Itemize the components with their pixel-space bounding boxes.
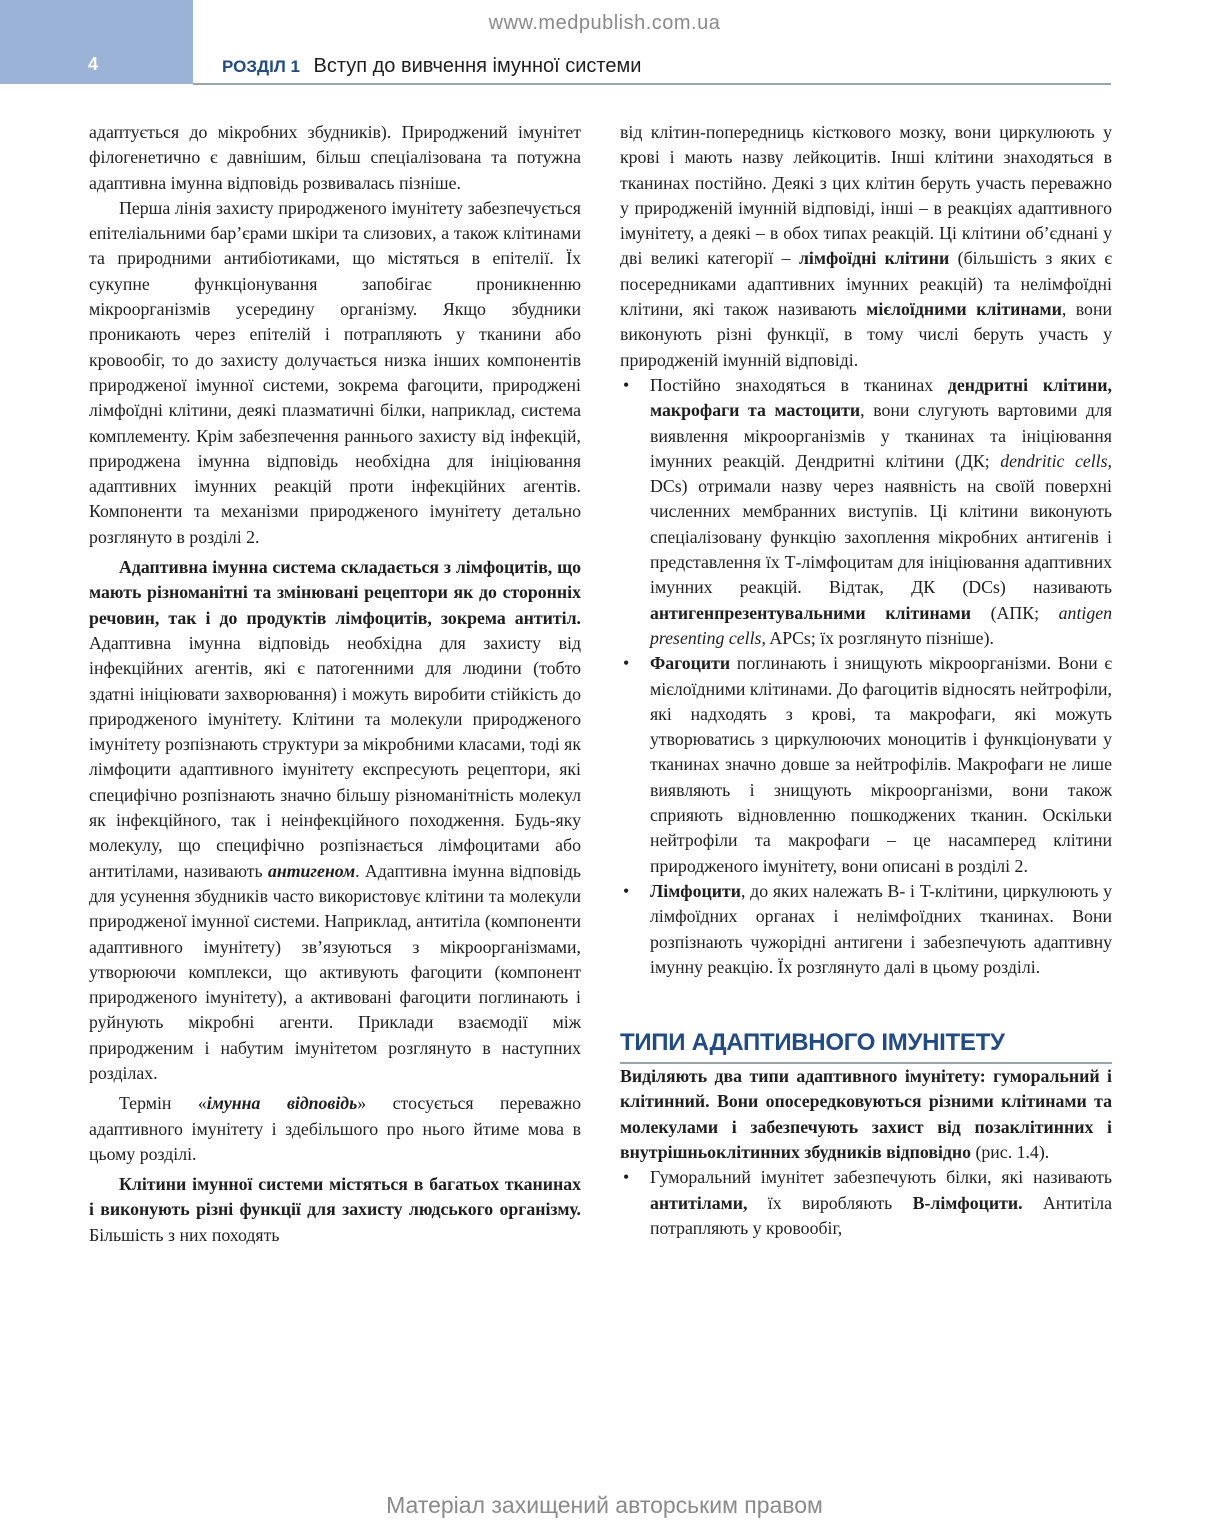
term-lymphoid-cells: лімфоїдні клітини <box>798 248 950 269</box>
bold-lead: Адаптивна імунна система складається з лімфоцитів, що мають різноманітні та змінювані рецептори як до сторонніх речовин, так і до продуктів лімфоцитів, зокрема антитіл. <box>89 557 581 628</box>
copyright-footer: Матеріал захищений авторським правом <box>386 1492 823 1518</box>
paragraph-text: (рис. 1.4). <box>971 1141 1050 1162</box>
list-item: • Фагоцити поглинають і знищують мікроорганізми. Вони є мієлоїдними клітинами. До фагоцитів відносять нейтрофіли, які надходять з крові, та макрофаги, які можуть утворюватись з циркулюючих моноцитів і функціонувати у тканинах значно довше за нейтрофілів. Макрофаги не лише виявляють і знищують мікроорганізми, вони також сприяють відновленню пошкоджених тканин. Оскільки нейтрофіли та макрофаги – це насамперед клітини природженого імунітету, вони описані в розділі 2. <box>620 651 1112 879</box>
header-rule <box>193 83 1111 85</box>
running-head <box>222 55 641 78</box>
left-column <box>89 120 581 1248</box>
paragraph-text: » стосується переважно адаптивного імунітету і здебільшого про нього йтиме мова в цьому розділі. <box>89 1093 581 1164</box>
paragraph-text: , вони виконують різні функції, в тому числі беруть участь у природженій імунній відповіді. <box>620 299 1112 370</box>
bold-lead: Виділяють два типи адаптивного імунітету: гуморальний і клітинний. Вони опосередковуються різними клітинами та молекулами і забезпечують захист від позаклітинних і внутрішньоклітинних збудників відповідно <box>620 1066 1112 1162</box>
page-number: 4 <box>88 54 99 74</box>
paragraph-text: Адаптивна імунна відповідь необхідна для захисту від інфекційних агентів, які є патогенними для людини (тобто здатні ініціювати захворювання) і можуть виробити стійкість до природженого імунітету. Клітини та молекули природженого імунітету розпізнають структури за мікробними класами, тоді як лімфоцити адаптивного імунітету експресують рецептори, які специфічно розпізнають значно більшу різноманітність молекул як інфекційного, так і неінфекційного походження. Будь-яку молекулу, що специфічно розпізнається лімфоцитами або антитілами, називають <box>89 632 581 881</box>
paragraph <box>89 1091 581 1167</box>
section-title: ТИПИ АДАПТИВНОГО ІМУНІТЕТУ <box>620 1028 1112 1064</box>
chapter-label: РОЗДІЛ 1 <box>222 57 300 76</box>
chapter-title: Вступ до вивчення імунної системи <box>313 55 642 77</box>
term-immune-response: імунна відповідь <box>206 1093 358 1114</box>
paragraph-text: Більшість з них походять <box>89 1224 280 1245</box>
bold-lead: Клітини імунної системи містяться в багатьох тканинах і виконують різні функції для захисту людського організму. <box>89 1174 581 1220</box>
paragraph <box>89 1172 581 1248</box>
list-item: • Постійно знаходяться в тканинах дендритні клітини, макрофаги та мастоцити, вони слугують вартовими для виявлення мікроорганізмів у тканинах та ініціювання імунних реакцій. Дендритні клітини (ДК; dendritic cells, DCs) отримали назву через наявність на своїй поверхні численних мембранних виступів. Ці клітини виконують спеціалізовану функцію захоплення мікробних антигенів і представлення їх Т-лімфоцитам для ініціювання адаптивних імунних реакцій. Відтак, ДК (DCs) називають антигенпрезентувальними клітинами (АПК; antigen presenting cells, APCs; їх розглянуто пізніше). <box>620 373 1112 651</box>
bullet-list <box>620 1165 1112 1241</box>
site-url <box>0 12 1209 35</box>
list-item: • Гуморальний імунітет забезпечують білки, які називають антитілами, їх виробляють B-лімфоцити. Антитіла потрапляють у кровообіг, <box>620 1165 1112 1241</box>
term-antigen: антигеном <box>267 860 356 881</box>
paragraph <box>89 555 581 1086</box>
paragraph: Перша лінія захисту природженого імунітету забезпечується епітеліальними бар’єрами шкіри та слизових, а також клітинами та природними антибіотиками, що містяться в епітелії. Їх сукупне функціонування запобігає проникненню мікроорганізмів усередину організму. Якщо збудники проникають через епітелій і потрапляють у тканини або кровообіг, то до захисту долучається низка інших компонентів природженої імунної системи, зокрема фагоцити, природжені лімфоїдні клітини, деякі плазматичні білки, наприклад, система комплементу. Крім забезпечення раннього захисту від інфекцій, природжена імунна відповідь необхідна для ініціювання адаптивних імунних реакцій проти інфекційних агентів. Компоненти та механізми природженого імунітету детально розглянуто в розділі 2. <box>89 197 581 547</box>
site-url-text: www.medpublish.com.ua <box>488 12 721 34</box>
paragraph <box>620 1064 1112 1165</box>
paragraph: адаптується до мікробних збудників). Природжений імунітет філогенетично є давнішим, більш спеціалізована та потужна адаптивна імунна відповідь розвивалась пізніше. <box>89 122 581 193</box>
paragraph-text: (більшість з яких є посередниками адаптивних імунних реакцій) та нелімфоїдні клітини, які також називають <box>620 248 1112 320</box>
paragraph-text: . Адаптивна імунна відповідь для усунення збудників часто використовує клітини та молекули природженої імунної системи. Наприклад, антитіла (компоненти адаптивного імунітету) зв’язуються з мікроорганізмами, утворюючи комплекси, що активують фагоцити (компонент природженого імунітету), а активовані фагоцити поглинають і руйнують мікробні агенти. Приклади взаємодії між природженим і набутим імунітетом розглянуто в наступних розділах. <box>89 860 581 1083</box>
paragraph-text: від клітин-попередниць кісткового мозку, вони циркулюють у крові і мають назву лейкоцитів. Інші клітини знаходяться в тканинах постійно. Деякі з цих клітин беруть участь переважно у природженій імунній відповіді, інші – в реакціях адаптивного імунітету, а деякі – в обох типах реакцій. Ці клітини об’єднані у дві великі категорії – <box>620 122 1112 269</box>
term-myeloid-cells: мієлоїдними клітинами <box>866 299 1062 320</box>
paragraph <box>620 120 1112 373</box>
list-item: • Лімфоцити, до яких належать B- і T-клітини, циркулюють у лімфоїдних органах і нелімфоїдних тканинах. Вони розпізнають чужорідні антигени і забезпечують адаптивну імунну реакцію. Їх розглянуто далі в цьому розділі. <box>620 879 1112 980</box>
paragraph-text: Термін « <box>119 1093 207 1114</box>
right-column <box>620 120 1112 1241</box>
bullet-list <box>620 373 1112 980</box>
